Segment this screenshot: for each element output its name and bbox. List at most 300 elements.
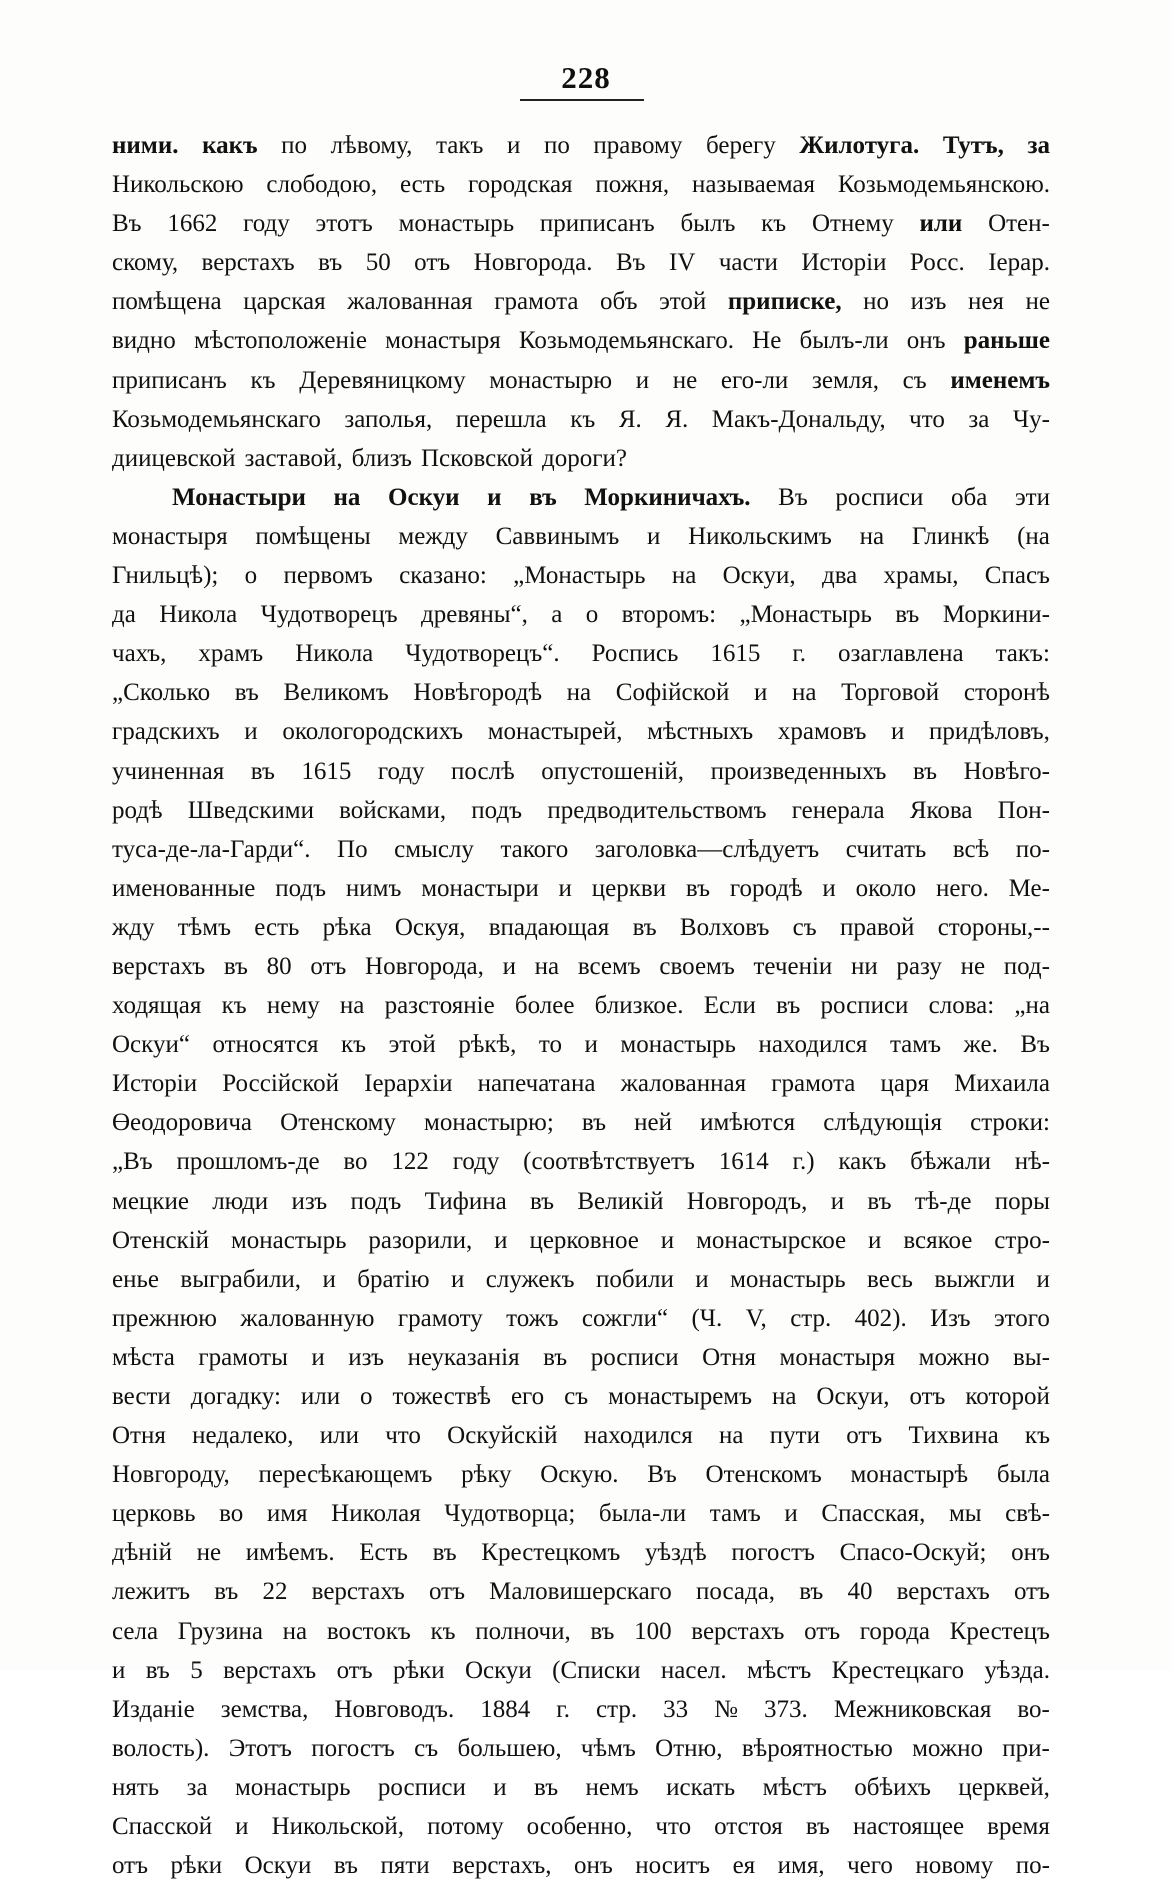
word: приписке, (727, 288, 842, 316)
word: погостъ (311, 1734, 395, 1762)
word: нему (266, 992, 320, 1020)
word: и (494, 1226, 508, 1254)
word: о (360, 1383, 373, 1410)
word: Новгорода, (365, 952, 484, 980)
word: можно (918, 1343, 990, 1371)
word: Гнильцѣ); (112, 562, 219, 590)
word: Моркини- (942, 601, 1050, 629)
word: Николая (331, 1500, 421, 1528)
word: 1615 (710, 640, 761, 668)
word: всѣ (952, 835, 990, 863)
word: церквей, (958, 1773, 1050, 1801)
word: на (534, 952, 560, 980)
word: по (543, 132, 570, 159)
word: грамота (494, 288, 579, 316)
text-line (112, 986, 1050, 1025)
word: Саввинымъ (495, 522, 620, 550)
word: въ (805, 1813, 830, 1841)
word: монастырь (398, 210, 515, 238)
word: съ (902, 366, 927, 394)
word: же. (963, 1031, 998, 1059)
word: Оскуи“ (112, 1031, 190, 1059)
word: въ (581, 1109, 607, 1137)
word: на (859, 522, 885, 550)
word: части (718, 249, 778, 277)
word: въ (333, 1852, 358, 1880)
word: въ (590, 1617, 615, 1645)
text-line (112, 556, 1050, 595)
word: туса-де-ла-Гарди“. (112, 835, 311, 863)
word: мы (948, 1500, 982, 1528)
word: въ (776, 992, 801, 1020)
word: монастырей, (487, 718, 623, 746)
text-line (112, 165, 1050, 204)
word: отъ (112, 1852, 149, 1880)
word: дороги? (542, 444, 627, 472)
word: Крестецкомъ (481, 1539, 621, 1567)
word: въ (145, 1656, 170, 1684)
word: отстоя (714, 1813, 783, 1841)
text-line (112, 1338, 1050, 1377)
word: Козьмодемьянскаго. (518, 327, 734, 355)
word: году (243, 210, 290, 238)
word: монастырю (489, 366, 613, 394)
word: Отен- (988, 210, 1050, 238)
word: Спасской (112, 1813, 213, 1841)
word: росписи (377, 1773, 466, 1801)
text-line (112, 1416, 1050, 1455)
word: храмъ (198, 640, 264, 668)
word: на (333, 483, 361, 511)
word: и (311, 1343, 325, 1371)
text-line (112, 1572, 1050, 1611)
word: № (714, 1695, 739, 1723)
text-line (112, 1729, 1050, 1768)
word: и (487, 483, 502, 511)
word: Крестецкаго (831, 1656, 965, 1684)
word: да (112, 601, 136, 629)
word: Оскуи, (816, 1383, 890, 1410)
word: и (635, 366, 650, 394)
word: Псковской (420, 444, 534, 472)
word: 5 (190, 1656, 203, 1684)
word: то (538, 1031, 562, 1059)
word: Оскуя, (394, 913, 466, 941)
word: 1884 (480, 1695, 531, 1723)
word: вести (112, 1383, 171, 1410)
word: Я. (665, 405, 689, 433)
word: Межниковская (833, 1695, 992, 1723)
word: слободою, (266, 171, 378, 199)
word: Не (752, 327, 782, 355)
word: тѣ-де (914, 1187, 972, 1215)
word: его-ли (720, 366, 789, 394)
word: (на (1017, 522, 1050, 550)
word: изъ (348, 1343, 385, 1371)
word: 402). (854, 1304, 907, 1332)
word: къ (221, 992, 247, 1020)
word: (соотвѣтствуетъ (523, 1148, 695, 1176)
word: Отенскомъ (705, 1461, 822, 1489)
word: разстояніе (384, 992, 495, 1020)
word: правой (839, 913, 915, 941)
word: Изъ (930, 1304, 971, 1332)
word: въ (895, 601, 920, 629)
word: Отня (112, 1422, 166, 1450)
word: ходящая (112, 992, 202, 1020)
word: 33 (663, 1695, 689, 1723)
word: вы- (1012, 1343, 1050, 1371)
word: въ (529, 483, 557, 511)
word: уѣзда. (984, 1656, 1050, 1684)
word: заставой, (244, 444, 343, 472)
word: и (784, 1500, 798, 1528)
word: Новговодъ. (334, 1695, 455, 1723)
word: Спасъ (984, 562, 1050, 590)
word: 80 (266, 952, 292, 980)
word: земля, (811, 366, 880, 394)
word: такого (500, 835, 569, 863)
word: диицевской (112, 444, 236, 472)
word: верстахъ (311, 1578, 405, 1606)
word: верстахъ, (452, 1852, 552, 1880)
word: и (235, 1813, 249, 1841)
word: Маловишерскаго (489, 1578, 672, 1606)
word: можно (912, 1734, 983, 1762)
word: рѣка (322, 913, 372, 941)
word: стороны,-- (937, 913, 1050, 941)
word: онъ (1011, 1539, 1050, 1567)
word: „Монастырь (513, 562, 646, 590)
word: оба (950, 483, 988, 511)
word: дѣній (112, 1539, 172, 1567)
word: первомъ (283, 562, 373, 590)
word: есть (399, 171, 446, 199)
word: Оскуи, (722, 562, 796, 590)
word: монастырѣ (850, 1461, 969, 1489)
text-line (112, 595, 1050, 634)
word: въ (799, 1578, 824, 1606)
word: лѣвому, (330, 132, 413, 159)
word: въ (632, 913, 657, 941)
word: искать (666, 1773, 736, 1801)
word: Изданіе (112, 1695, 195, 1723)
word: храмовъ (777, 718, 867, 746)
word: во- (1017, 1695, 1050, 1723)
word: но (863, 288, 890, 316)
word: Спасская, (821, 1500, 926, 1528)
word: Оскуи (464, 1656, 532, 1684)
word: бѣжали (910, 1148, 991, 1176)
word: Спасо-Оскуй; (839, 1539, 987, 1567)
word: между (398, 522, 468, 550)
word: росписи (820, 992, 909, 1020)
word: вѣроятностью (741, 1734, 893, 1762)
word: или (919, 210, 963, 238)
word: обѣихъ (854, 1773, 931, 1801)
word: къ (430, 1617, 456, 1645)
word: грамоты (198, 1343, 288, 1371)
text-line (112, 1064, 1050, 1103)
word: монастыря (112, 522, 228, 550)
word: съ (792, 913, 817, 941)
word: Роспись (591, 640, 679, 668)
word: или (300, 1383, 341, 1410)
word: Исторіи (801, 249, 887, 277)
word: тожествѣ (392, 1383, 492, 1410)
text-line (112, 634, 1050, 673)
word: церковь (112, 1500, 196, 1528)
word: году (452, 1148, 500, 1176)
word: Есть (359, 1539, 408, 1567)
text-line (112, 1768, 1050, 1807)
word: мѣста (112, 1343, 175, 1371)
word: и (450, 1265, 465, 1293)
word: ними. (112, 132, 179, 159)
word: какъ (202, 132, 258, 159)
word: что (385, 1422, 421, 1450)
word: раньше (963, 327, 1050, 355)
word: во (343, 1148, 368, 1176)
word: Никольскимъ (688, 522, 832, 550)
word: и (506, 132, 521, 159)
word: церкви (591, 874, 667, 902)
text-line (112, 1142, 1050, 1181)
word: братію (357, 1265, 430, 1293)
word: въ (534, 1773, 559, 1801)
word: верстахъ (223, 1656, 317, 1684)
word: Пон- (997, 796, 1050, 824)
word: жалованную (240, 1304, 375, 1332)
word: Оскуи (388, 483, 460, 511)
word: стр. (596, 1695, 638, 1723)
word: не (196, 1539, 222, 1567)
word: слова: (928, 992, 995, 1020)
word: Въ (647, 1461, 677, 1489)
word: побили (596, 1265, 674, 1293)
word: служекъ (485, 1265, 575, 1293)
word: такъ: (995, 640, 1050, 668)
word: Отню, (655, 1734, 723, 1762)
word: стро- (994, 1226, 1050, 1254)
word: Новгорода. (473, 249, 593, 277)
word: подъ (471, 796, 523, 824)
word: была-ли (598, 1500, 687, 1528)
word: рѣку (461, 1461, 512, 1489)
word: Новѣго- (963, 757, 1050, 785)
word: поры (994, 1187, 1050, 1215)
word: году (377, 757, 425, 785)
text-line (112, 321, 1050, 360)
word: Новгородъ, (686, 1187, 808, 1215)
word: царя (880, 1070, 930, 1098)
word: мѣстъ (762, 1773, 827, 1801)
word: на (566, 679, 592, 707)
word: приписанъ (112, 366, 227, 394)
word: отъ (804, 1617, 841, 1645)
word: во (219, 1500, 244, 1528)
word: разу (896, 952, 942, 980)
word: и (322, 1265, 336, 1293)
word: Козьмодемьянскаго (112, 405, 321, 433)
word: Новѣгородѣ (413, 679, 543, 707)
word: произведенныхъ (710, 757, 887, 785)
word: уѣздѣ (644, 1539, 707, 1567)
word: верстахъ (201, 249, 295, 277)
word: Макъ-Дональду, (711, 405, 886, 433)
word: Отня (702, 1343, 756, 1371)
word: къ (570, 405, 596, 433)
word: отъ (336, 1656, 373, 1684)
text-line (112, 1651, 1050, 1690)
word: Я. (618, 405, 642, 433)
word: помѣщена (112, 288, 222, 316)
word: и (868, 1226, 882, 1254)
word: съ (564, 1383, 589, 1410)
word: на (792, 679, 817, 707)
text-line (112, 1377, 1050, 1416)
word: Великомъ (283, 679, 389, 707)
word: именемъ (950, 366, 1050, 394)
word: эти (1014, 483, 1050, 511)
word: монастыря (779, 1343, 896, 1371)
word: новому (915, 1852, 994, 1880)
word: нять (112, 1773, 160, 1801)
word: напечатана (477, 1070, 596, 1098)
word: къ (761, 210, 787, 238)
word: росписи (590, 1343, 679, 1371)
text-line (112, 947, 1050, 986)
word: и (493, 1773, 507, 1801)
word: близкое. (594, 992, 684, 1020)
word: Въ (1020, 1031, 1050, 1059)
word: именованные (112, 874, 256, 902)
word: Глинкѣ (911, 522, 990, 550)
word: Тифина (424, 1187, 507, 1215)
word: и (695, 1265, 709, 1293)
word: не (1025, 288, 1050, 316)
word: росписи (835, 483, 924, 511)
word: Шведскими (187, 796, 314, 824)
word: по- (1015, 835, 1050, 863)
word: догадку: (190, 1383, 281, 1410)
word: прежнюю (112, 1304, 217, 1332)
word: Тутъ, (942, 132, 1004, 159)
word: Жилотуга. (799, 132, 920, 159)
word: относятся (212, 1031, 319, 1059)
text-line (112, 400, 1050, 439)
text-line (112, 243, 1050, 282)
word: грамоту (397, 1304, 483, 1332)
text-line (112, 791, 1050, 830)
word: жду (112, 913, 155, 941)
word: под- (1003, 952, 1050, 980)
word: видно (112, 327, 176, 355)
word: 373. (764, 1695, 808, 1723)
word: на (339, 992, 365, 1020)
word: востокъ (326, 1617, 411, 1645)
word: храмы, (883, 562, 959, 590)
word: и (754, 679, 768, 707)
word: не (672, 366, 698, 394)
word: лежитъ (112, 1578, 191, 1606)
word: Отенскій (112, 1226, 210, 1254)
word: заголовка—слѣдуетъ (594, 835, 820, 863)
word: жалованная (347, 288, 473, 316)
word: потому (427, 1813, 504, 1841)
word: въ (214, 1578, 239, 1606)
word: отъ (1013, 1578, 1050, 1606)
word: или (319, 1422, 359, 1450)
word: имѣемъ. (245, 1539, 335, 1567)
word: монастыремъ (608, 1383, 753, 1410)
word: Чу- (1012, 405, 1050, 433)
word: Өеодоровича (112, 1109, 253, 1137)
word: „Сколько (112, 679, 211, 707)
word: енье (112, 1265, 159, 1293)
word: Монастыри (172, 483, 306, 511)
word: V, (745, 1304, 767, 1332)
word: такъ (436, 132, 484, 159)
word: свѣ- (1005, 1500, 1050, 1528)
word: Никольскою (112, 171, 244, 199)
word: имѣются (700, 1109, 796, 1137)
word: приписанъ (539, 210, 655, 238)
word: считать (845, 835, 927, 863)
word: Ме- (1008, 874, 1050, 902)
body-text (112, 126, 1050, 1885)
word: „на (1014, 992, 1050, 1020)
word: выграбили, (180, 1265, 302, 1293)
text-line (112, 1846, 1050, 1885)
word: пожня, (595, 171, 670, 199)
word: придѣловъ, (929, 718, 1050, 746)
word: за (1027, 132, 1050, 159)
word: Софійской (615, 679, 730, 707)
word: и (660, 1226, 675, 1254)
word: и (584, 1031, 598, 1059)
word: этотъ (315, 210, 373, 238)
word: что (655, 1813, 692, 1841)
word: заполья, (344, 405, 433, 433)
word: берегу (705, 132, 776, 159)
word: есть (254, 913, 300, 941)
word: рѣки (170, 1852, 223, 1880)
word: монастырь (234, 1773, 351, 1801)
word: монастырю; (424, 1109, 554, 1137)
word: мѣстныхъ (647, 718, 754, 746)
word: слѣдующія (823, 1109, 942, 1137)
word: монастырское (696, 1226, 847, 1254)
text-line (112, 478, 1050, 517)
page-number: 228 (561, 60, 611, 95)
word: (Списки (552, 1656, 641, 1684)
word: онъ (573, 1852, 613, 1880)
word: какъ (838, 1148, 887, 1176)
word: всемъ (577, 952, 641, 980)
word: рѣкѣ, (458, 1031, 517, 1059)
word: волость). (112, 1734, 210, 1762)
text-line (112, 126, 1050, 165)
word: настоящее (852, 1813, 965, 1841)
word: Никола (295, 640, 374, 668)
word: и (1036, 1265, 1050, 1293)
word: ни (850, 952, 878, 980)
word: Чудотворца; (444, 1500, 576, 1528)
word: онъ (906, 327, 946, 355)
word: немъ (585, 1773, 639, 1801)
word: Въ (112, 210, 142, 238)
